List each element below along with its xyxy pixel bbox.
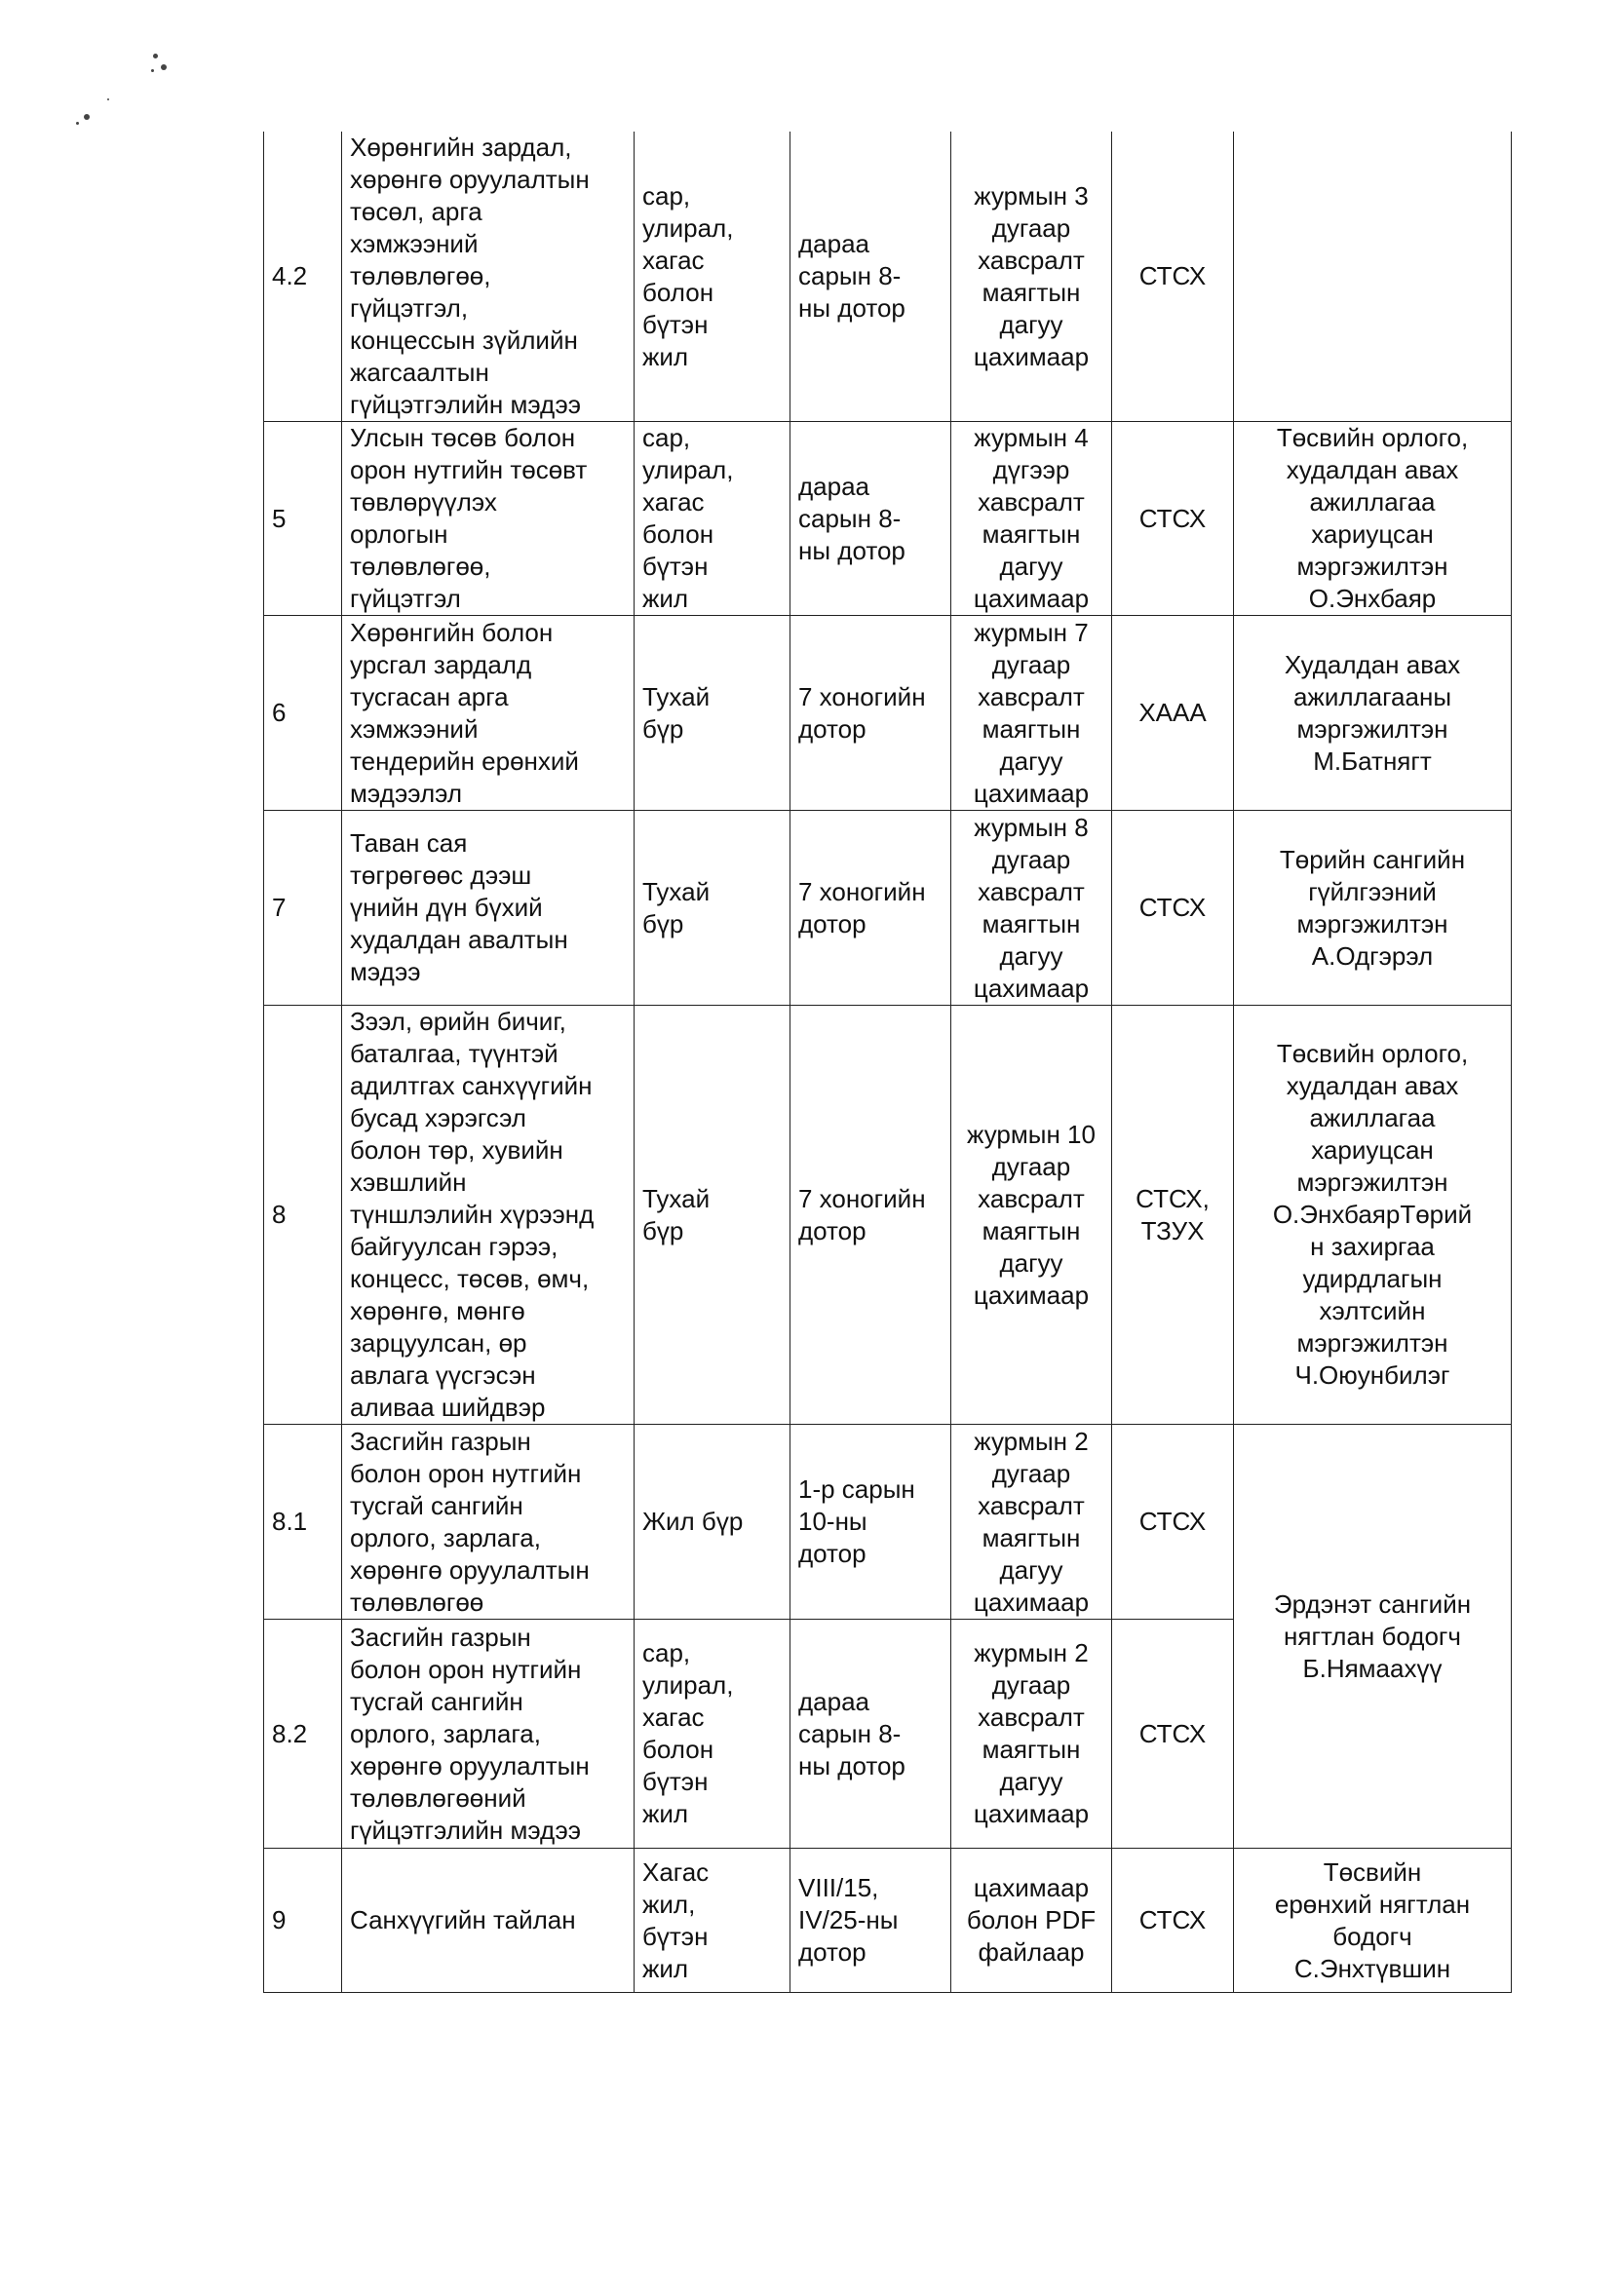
platform-cell: СТСХ xyxy=(1112,1425,1234,1620)
row-number: 9 xyxy=(264,1849,342,1993)
scan-speck xyxy=(76,122,79,125)
scan-speck xyxy=(161,64,167,70)
platform-cell: СТСХ xyxy=(1112,811,1234,1006)
frequency-cell: Тухай бүр xyxy=(635,616,790,811)
platform-cell: СТСХ xyxy=(1112,422,1234,616)
format-cell: журмын 3 дугаар хавсралт маягтын дагуу цахимаар xyxy=(951,132,1112,422)
deadline-cell: 7 хоногийн дотор xyxy=(790,811,951,1006)
responsible-cell: Төсвийн ерөнхий нягтлан бодогч С.Энхтүвшин xyxy=(1234,1849,1512,1993)
row-number: 4.2 xyxy=(264,132,342,422)
platform-cell: СТСХ xyxy=(1112,1620,1234,1849)
responsible-cell: Худалдан авах ажиллагааны мэргэжилтэн М.Батнягт xyxy=(1234,616,1512,811)
table-row xyxy=(264,811,1512,1006)
table-row xyxy=(264,422,1512,616)
scan-speck xyxy=(153,54,158,58)
table-row xyxy=(264,1849,1512,1993)
info-cell: Засгийн газрын болон орон нутгийн тусгай сангийн орлого, зарлага, хөрөнгө оруулалтын төлөвлөгөө xyxy=(342,1425,635,1620)
format-cell: журмын 2 дугаар хавсралт маягтын дагуу цахимаар xyxy=(951,1425,1112,1620)
frequency-cell: сар, улирал, хагас болон бүтэн жил xyxy=(635,422,790,616)
info-cell: Санхүүгийн тайлан xyxy=(342,1849,635,1993)
info-cell: Хөрөнгийн зардал, хөрөнгө оруулалтын төсөл, арга хэмжээний төлөвлөгөө, гүйцэтгэл, концессын зүйлийн жагсаалтын гүйцэтгэлийн мэдээ xyxy=(342,132,635,422)
frequency-cell: Жил бүр xyxy=(635,1425,790,1620)
format-cell: цахимаар болон PDF файлаар xyxy=(951,1849,1112,1993)
responsible-cell: Төрийн сангийн гүйлгээний мэргэжилтэн А.Одгэрэл xyxy=(1234,811,1512,1006)
info-cell: Хөрөнгийн болон урсгал зардалд тусгасан арга хэмжээний тендерийн ерөнхий мэдээлэл xyxy=(342,616,635,811)
platform-cell: СТСХ xyxy=(1112,132,1234,422)
responsible-cell: Эрдэнэт сангийн нягтлан бодогч Б.Нямаахүү xyxy=(1234,1425,1512,1849)
scan-speck xyxy=(84,114,90,120)
responsible-cell xyxy=(1234,132,1512,422)
info-cell: Улсын төсөв болон орон нутгийн төсөвт төвлөрүүлэх орлогын төлөвлөгөө, гүйцэтгэл xyxy=(342,422,635,616)
format-cell: журмын 8 дугаар хавсралт маягтын дагуу цахимаар xyxy=(951,811,1112,1006)
row-number: 8.1 xyxy=(264,1425,342,1620)
format-cell: журмын 7 дугаар хавсралт маягтын дагуу цахимаар xyxy=(951,616,1112,811)
deadline-cell: 1-р сарын 10-ны дотор xyxy=(790,1425,951,1620)
deadline-cell: дараа сарын 8- ны дотор xyxy=(790,422,951,616)
format-cell: журмын 2 дугаар хавсралт маягтын дагуу цахимаар xyxy=(951,1620,1112,1849)
table-row xyxy=(264,132,1512,422)
row-number: 6 xyxy=(264,616,342,811)
table-row xyxy=(264,1425,1512,1620)
frequency-cell: Тухай бүр xyxy=(635,811,790,1006)
scan-speck xyxy=(151,69,154,72)
deadline-cell: 7 хоногийн дотор xyxy=(790,616,951,811)
info-cell: Таван сая төгрөгөөс дээш үнийн дүн бүхий худалдан авалтын мэдээ xyxy=(342,811,635,1006)
frequency-cell: Тухай бүр xyxy=(635,1006,790,1425)
info-cell: Зээл, өрийн бичиг, баталгаа, түүнтэй адилтгах санхүүгийн бусад хэрэгсэл болон төр, хувийн хэвшлийн түншлэлийн хүрээнд байгуулсан гэрээ, концесс, төсөв, өмч, хөрөнгө, мөнгө зарцуулсан, өр авлага үүсгэсэн аливаа шийдвэр xyxy=(342,1006,635,1425)
row-number: 8 xyxy=(264,1006,342,1425)
table-row xyxy=(264,616,1512,811)
responsible-cell: Төсвийн орлого, худалдан авах ажиллагаа хариуцсан мэргэжилтэн О.Энхбаяр xyxy=(1234,422,1512,616)
deadline-cell: VIII/15, IV/25-ны дотор xyxy=(790,1849,951,1993)
frequency-cell: сар, улирал, хагас болон бүтэн жил xyxy=(635,1620,790,1849)
disclosure-table xyxy=(263,132,1512,1993)
platform-cell: ХААА xyxy=(1112,616,1234,811)
frequency-cell: сар, улирал, хагас болон бүтэн жил xyxy=(635,132,790,422)
deadline-cell: дараа сарын 8- ны дотор xyxy=(790,132,951,422)
table-row xyxy=(264,1006,1512,1425)
deadline-cell: дараа сарын 8- ны дотор xyxy=(790,1620,951,1849)
row-number: 7 xyxy=(264,811,342,1006)
responsible-cell: Төсвийн орлого, худалдан авах ажиллагаа хариуцсан мэргэжилтэн О.ЭнхбаярТөрий н захиргаа удирдлагын хэлтсийн мэргэжилтэн Ч.Оюунбилэг xyxy=(1234,1006,1512,1425)
format-cell: журмын 4 дүгээр хавсралт маягтын дагуу цахимаар xyxy=(951,422,1112,616)
platform-cell: СТСХ, ТЗУХ xyxy=(1112,1006,1234,1425)
format-cell: журмын 10 дугаар хавсралт маягтын дагуу цахимаар xyxy=(951,1006,1112,1425)
frequency-cell: Хагас жил, бүтэн жил xyxy=(635,1849,790,1993)
info-cell: Засгийн газрын болон орон нутгийн тусгай сангийн орлого, зарлага, хөрөнгө оруулалтын төлөвлөгөөний гүйцэтгэлийн мэдээ xyxy=(342,1620,635,1849)
deadline-cell: 7 хоногийн дотор xyxy=(790,1006,951,1425)
platform-cell: СТСХ xyxy=(1112,1849,1234,1993)
scan-speck xyxy=(107,98,109,100)
row-number: 8.2 xyxy=(264,1620,342,1849)
row-number: 5 xyxy=(264,422,342,616)
